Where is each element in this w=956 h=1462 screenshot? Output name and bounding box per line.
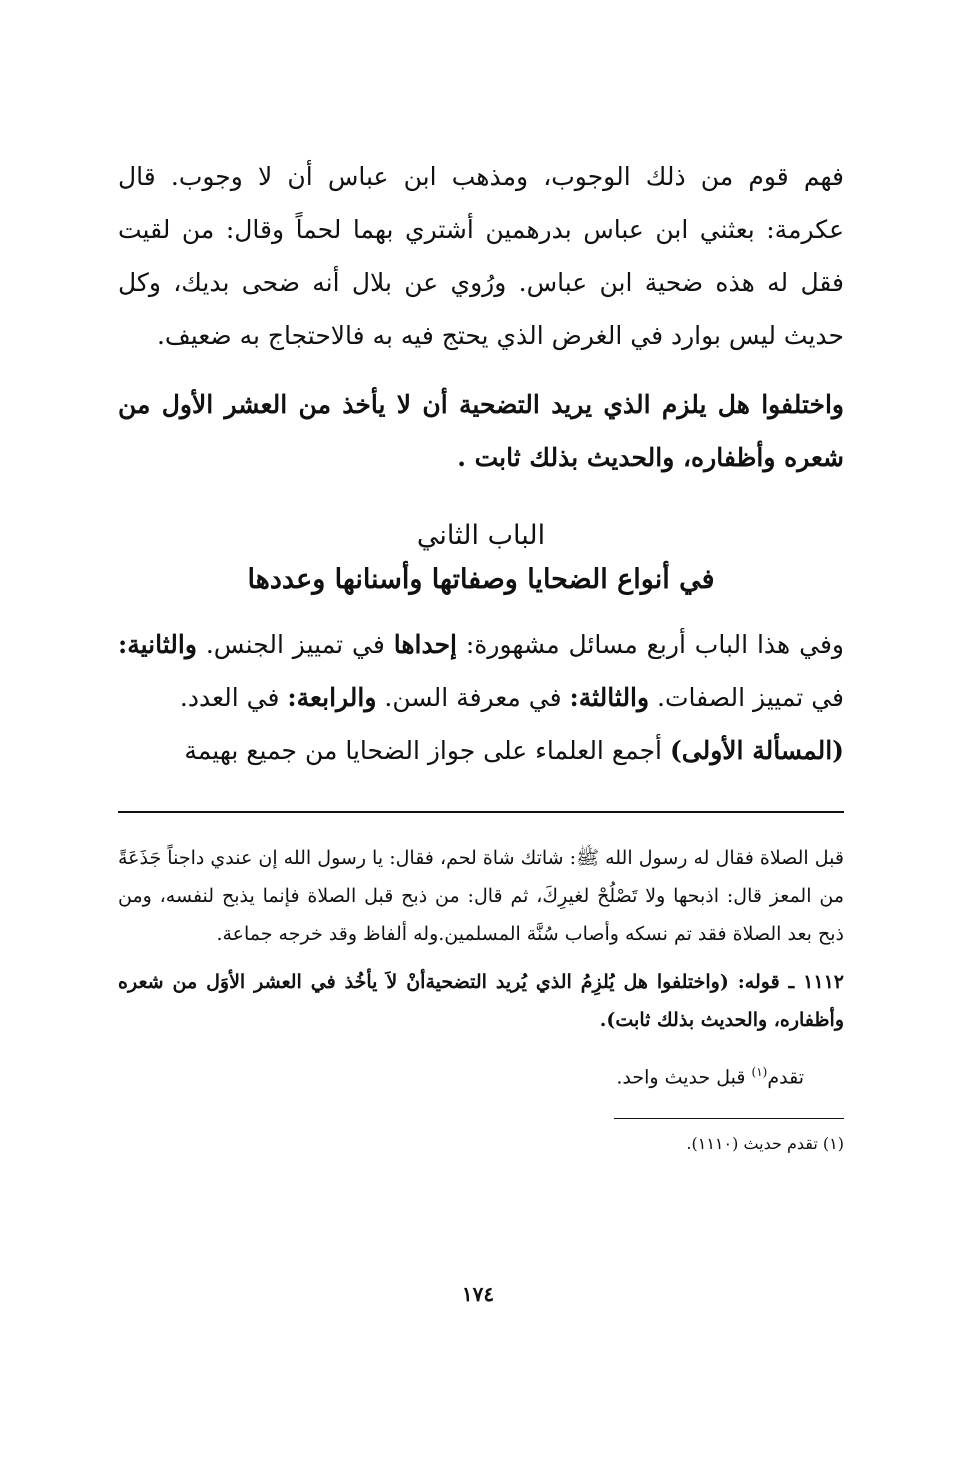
commentary-note-1: قبل الصلاة فقال له رسول الله ﷺ: شاتك شاة لحم، فقال: يا رسول الله إن عندي داجناً جَذَعَةً من المعز قال: اذبحها ولا تَصْلُحْ لغيرِكَ، ثم قال: من ذبح قبل الصلاة فإنما يذبح لنفسه، ومن ذبح بعد الصلاة فقد تم نسكه وأصاب سُنَّة المسلمين.وله ألفاظ وقد خرجه جماعة. bbox=[118, 847, 844, 945]
note3-text-b: قبل حديث واحد. bbox=[616, 1066, 752, 1089]
first-issue-label: إحداها bbox=[393, 630, 457, 659]
chapter-heading bbox=[118, 514, 844, 602]
paragraph-2-bold: واختلفوا هل يلزم الذي يريد التضحية أن لا يأخذ من العشر الأول من شعره وأظفاره، والحديث بذلك ثابت . bbox=[118, 390, 844, 472]
page-content bbox=[118, 150, 844, 1159]
note3-text-a: تقدم bbox=[767, 1066, 804, 1089]
intro-text-c: في تمييز الصفات. bbox=[649, 683, 844, 712]
intro-text-e: في العدد. bbox=[179, 683, 288, 712]
commentary-section bbox=[118, 839, 844, 1096]
second-issue-label: والثانية: bbox=[118, 630, 197, 659]
first-question-paragraph bbox=[118, 724, 844, 777]
footnote-reference: (١) bbox=[751, 1065, 768, 1079]
intro-text-a: وفي هذا الباب أربع مسائل مشهورة: bbox=[456, 630, 844, 659]
footnote: (١) تقدم حديث (١١١٠). bbox=[686, 1134, 844, 1154]
commentary-note-2: ١١١٢ ـ قوله: (واختلفوا هل يُلزِمُ الذي يُريد التضحيةأنْ لاَ يأخُذ في العشر الأوَل من شعره وأظفاره، والحديث بذلك ثابت). bbox=[118, 971, 844, 1031]
footnote-divider bbox=[614, 1118, 844, 1119]
first-question-label: (المسألة الأولى) bbox=[669, 736, 844, 765]
third-issue-label: والثالثة: bbox=[569, 683, 650, 712]
first-question-text: أجمع العلماء على جواز الضحايا من جميع بهيمة bbox=[184, 736, 670, 765]
intro-text-b: في تمييز الجنس. bbox=[196, 630, 394, 659]
fourth-issue-label: والرابعة: bbox=[287, 683, 377, 712]
intro-text-d: في معرفة السن. bbox=[376, 683, 570, 712]
section-divider bbox=[118, 811, 844, 813]
commentary-note-3 bbox=[118, 1053, 844, 1096]
chapter-intro-paragraph bbox=[118, 618, 844, 724]
chapter-title: في أنواع الضحايا وصفاتها وأسنانها وعددها bbox=[247, 564, 715, 595]
paragraph-1: فهم قوم من ذلك الوجوب، ومذهب ابن عباس أن لا وجوب. قال عكرمة: بعثني ابن عباس بدرهمين أشتري بهما لحماً وقال: من لقيت فقل له هذه ضحية ابن عباس. ورُوي عن بلال أنه ضحى بديك، وكل حديث ليس بوارد في الغرض الذي يحتج فيه به فالاحتجاج به ضعيف. bbox=[118, 162, 844, 350]
chapter-label: الباب الثاني bbox=[416, 520, 546, 551]
page-number: ١٧٤ bbox=[461, 1282, 495, 1306]
